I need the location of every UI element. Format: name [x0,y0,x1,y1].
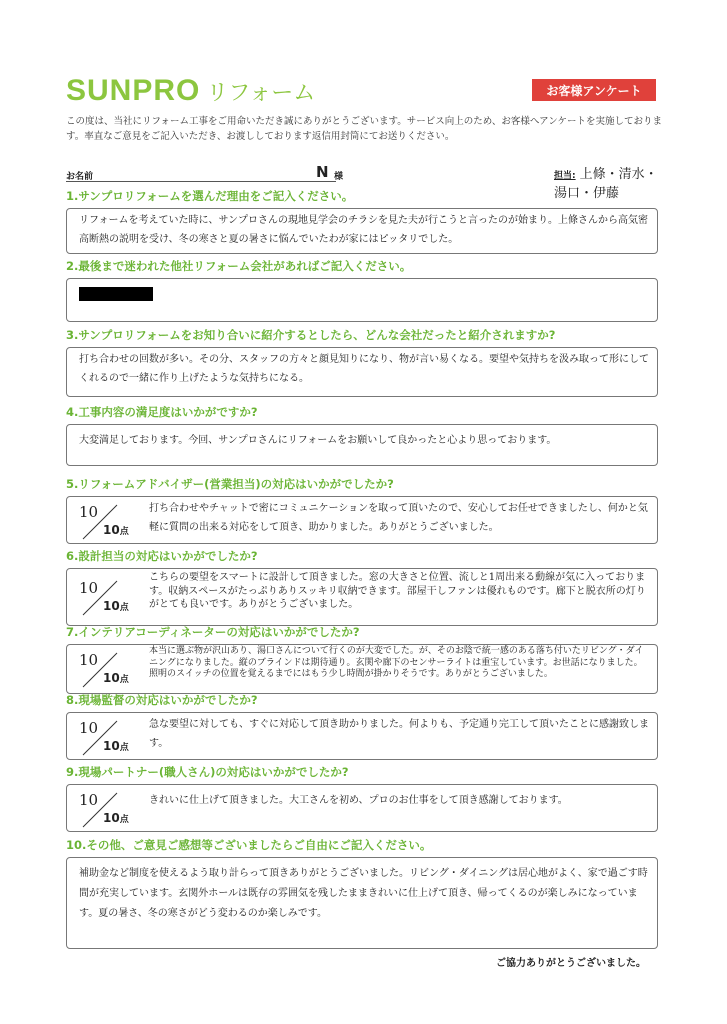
score-value: 10 [79,791,99,809]
question-7 [66,624,658,694]
score-max: 10点 [103,739,129,753]
question-title: 6.設計担当の対応はいかがでしたか? [66,549,258,563]
answer-box [66,712,658,760]
score-value: 10 [79,503,99,521]
question-title: 10.その他、ご意見ご感想等ございましたらご自由にご記入ください。 [66,838,432,852]
redaction-bar [79,287,153,301]
score-value: 10 [79,651,99,669]
answer-box [66,568,658,626]
question-title: 5.リフォームアドバイザー(営業担当)の対応はいかがでしたか? [66,477,394,491]
answer-box [66,784,658,832]
answer-text: 大変満足しております。今回、サンプロさんにリフォームをお願いして良かったと心より思っております。 [79,435,557,446]
question-6 [66,548,658,626]
logo-sub: リフォーム [206,81,316,106]
answer-text: リフォームを考えていた時に、サンプロさんの現地見学会のチラシを見た夫が行こうと言ったのが始まり。上條さんから高気密高断熱の説明を受け、冬の寒さと夏の暑さに悩んでいたわが家にはピッタリでした。 [79,215,648,245]
sunpro-logo [66,74,315,108]
question-8 [66,692,658,760]
intro-text: この度は、当社にリフォーム工事をご用命いただき誠にありがとうございます。サービス向上のため、お客様へアンケートを実施しております。率直なご意見をご記入いただき、お渡ししております返信用封筒にてお送りください。 [66,116,663,142]
answer-box [66,278,658,322]
name-underline [66,181,336,182]
answer-text: 打ち合わせの回数が多い。その分、スタッフの方々と顔見知りになり、物が言い易くなる。要望や気持ちを汲み取って形にしてくれるので一緒に作り上げたような気持ちになる。 [79,354,649,384]
answer-box [66,857,658,949]
name-value: N [316,163,329,181]
thanks-text: ご協力ありがとうございました。 [496,958,646,969]
score-value: 10 [79,719,99,737]
question-2 [66,258,658,322]
score-max: 10点 [103,671,129,685]
score-value: 10 [79,579,99,597]
answer-box [66,424,658,466]
question-4 [66,404,658,466]
score-field [73,717,137,755]
staff-value: 上條・清水・湯口・伊藤 [554,167,658,201]
answer-text: 打ち合わせやチャットで密にコミュニケーションを取って頂いたので、安心してお任せできましたし、何かと気軽に質問の出来る対応をして頂き、助かりました。ありがとうございました。 [149,503,648,533]
answer-text: 本当に選ぶ物が沢山あり、湯口さんについて行くのが大変でした。が、そのお陰で統一感のある落ち付いたリビング・ダイニングになりました。縦のブラインドは期待通り。玄関や廊下のセンサーライトは重宝しています。お世話になりました。照明のスイッチの位置を覚えるまでにはもう少し時間が掛かりそうです。ありがとうございました。 [149,646,644,679]
answer-text: 補助金など制度を使えるよう取り計らって頂きありがとうございました。リビング・ダイニングは居心地がよく、家で過ごす時間が充実しています。玄関外ホールは既存の雰囲気を残したままきれいに仕上げて頂き、帰ってくるのが楽しみになっています。夏の暑さ、冬の寒さがどう変わるのか楽しみです。 [79,868,648,919]
answer-box [66,644,658,694]
logo-main: SUNPRO [66,74,201,107]
score-field [73,577,137,615]
staff-label: 担当: [554,171,576,181]
answer-text: 急な要望に対しても、すぐに対応して頂き助かりました。何よりも、予定通り完工して頂いたことに感謝致します。 [149,719,649,749]
survey-badge: お客様アンケート [532,79,656,101]
question-5 [66,476,658,544]
name-honorific: 様 [334,172,344,182]
question-title: 4.工事内容の満足度はいかがですか? [66,405,258,419]
question-title: 7.インテリアコーディネーターの対応はいかがでしたか? [66,625,360,639]
question-title: 9.現場パートナー(職人さん)の対応はいかがでしたか? [66,765,349,779]
score-max: 10点 [103,599,129,613]
score-field [73,501,137,539]
question-9 [66,764,658,832]
question-10 [66,837,658,949]
score-field [73,789,137,827]
answer-box [66,347,658,397]
answer-text: きれいに仕上げて頂きました。大工さんを初め、プロのお仕事をして頂き感謝しております。 [149,795,568,806]
question-title: 3.サンプロリフォームをお知り合いに紹介するとしたら、どんな会社だったと紹介されますか? [66,328,556,342]
name-label: お名前 [66,172,94,182]
question-1 [66,188,658,254]
answer-box [66,208,658,254]
question-3 [66,327,658,397]
answer-box [66,496,658,544]
question-title: 8.現場監督の対応はいかがでしたか? [66,693,258,707]
answer-text [67,279,657,281]
score-max: 10点 [103,523,129,537]
question-title: 1.サンプロリフォームを選んだ理由をご記入ください。 [66,189,354,203]
question-title: 2.最後まで迷われた他社リフォーム会社があればご記入ください。 [66,259,412,273]
score-field [73,649,137,687]
answer-text: こちらの要望をスマートに設計して頂きました。窓の大きさと位置、流しと1周出来る動線が気に入っております。収納スペースがたっぷりありスッキリ収納できます。部屋干しファンは優れものです。廊下と脱衣所の灯りがとても良いです。ありがとうございました。 [149,572,646,610]
score-max: 10点 [103,811,129,825]
